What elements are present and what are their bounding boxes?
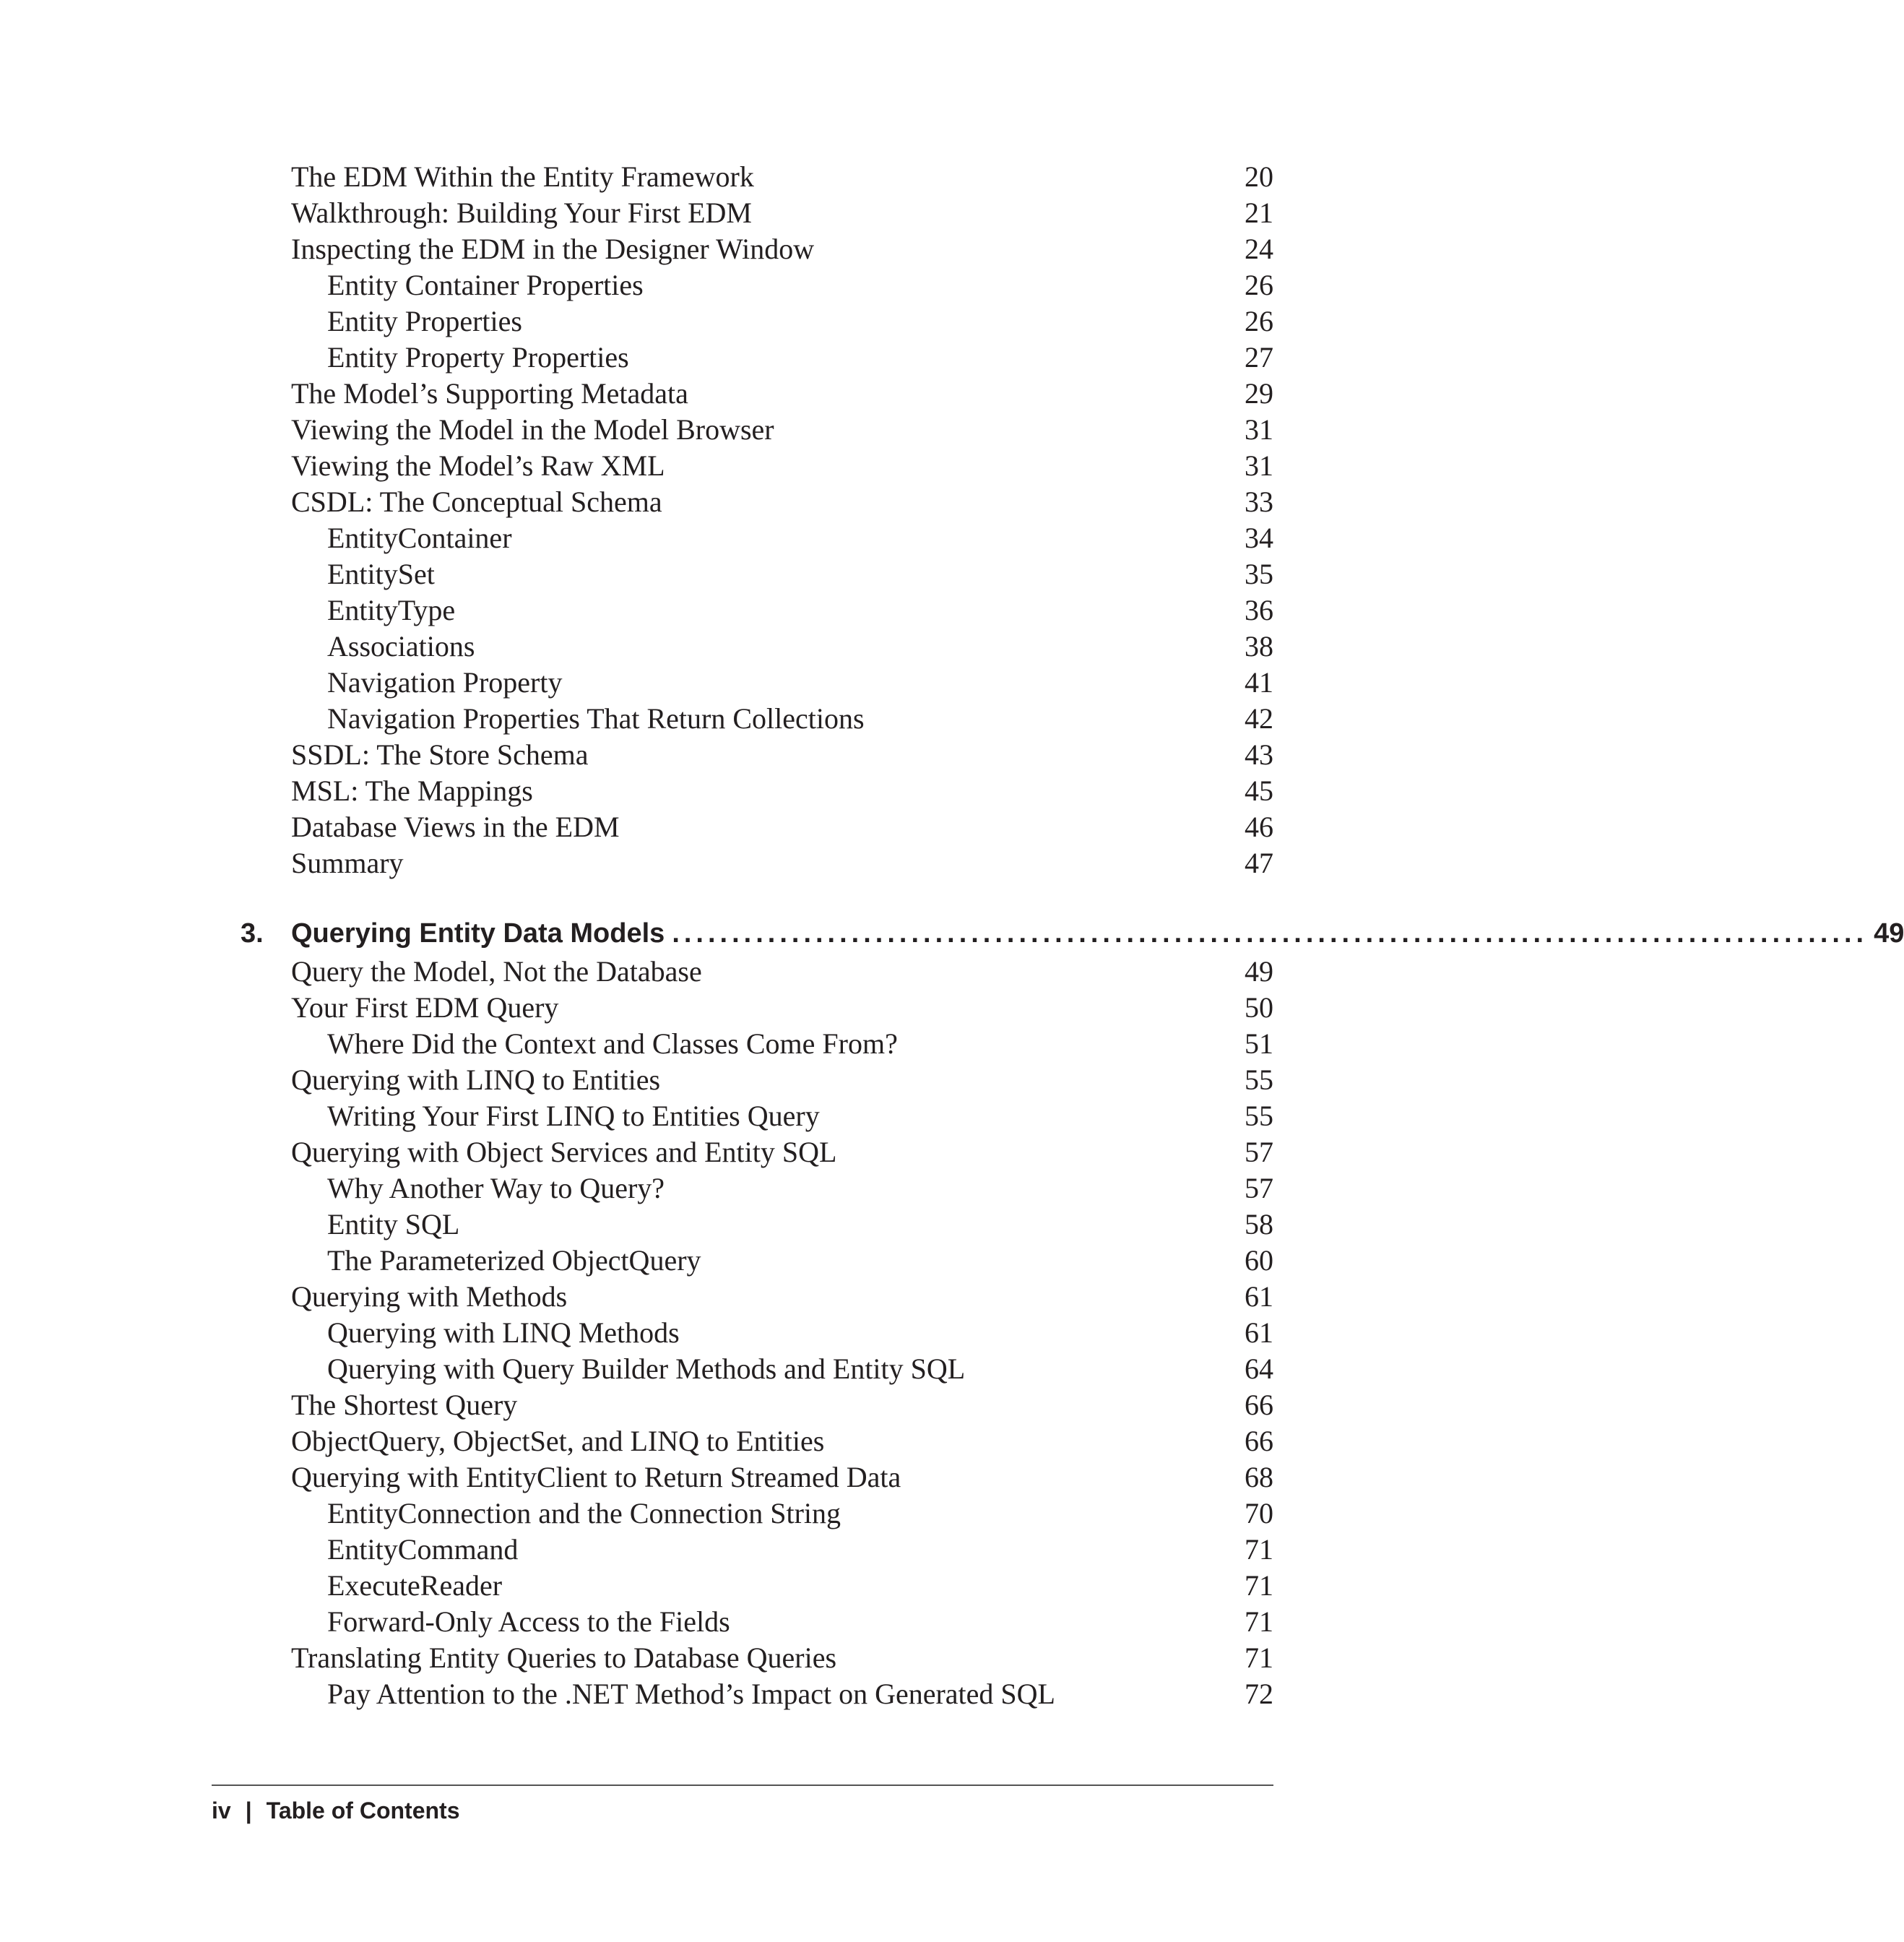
toc-entry[interactable]: [0, 809, 1479, 845]
toc-entry-title: ExecuteReader: [327, 1569, 503, 1602]
toc-entry-title: EntityCommand: [327, 1533, 519, 1566]
toc-entry-title: Why Another Way to Query?: [327, 1172, 665, 1204]
toc-entry-title: CSDL: The Conceptual Schema: [291, 486, 662, 518]
toc-entry-page: 31: [1245, 449, 1273, 482]
toc-entry-title: The EDM Within the Entity Framework: [291, 160, 754, 193]
toc-entry[interactable]: [0, 267, 1479, 303]
toc-entry-page: 50: [1245, 991, 1273, 1024]
chapter-heading[interactable]: [0, 913, 1904, 954]
toc-entry-title: Pay Attention to the .NET Method’s Impact on Generated SQL: [327, 1678, 1055, 1710]
toc-entry[interactable]: [0, 484, 1479, 520]
toc-entry[interactable]: [0, 1532, 1479, 1568]
toc-entry-page: 45: [1245, 774, 1273, 807]
toc-entry-page: 33: [1245, 486, 1273, 518]
toc-entry[interactable]: [0, 592, 1479, 629]
toc-entry[interactable]: [0, 665, 1479, 701]
footer-separator: |: [245, 1798, 252, 1824]
toc-entry-title: Walkthrough: Building Your First EDM: [291, 197, 752, 229]
toc-entry-page: 57: [1245, 1172, 1273, 1204]
toc-top-section: [0, 159, 1479, 881]
toc-entry[interactable]: [0, 1568, 1479, 1604]
toc-entry-title: Querying with Query Builder Methods and Entity SQL: [327, 1352, 966, 1385]
toc-entry[interactable]: [0, 737, 1479, 773]
toc-entry[interactable]: [0, 1496, 1479, 1532]
toc-entry-title: The Shortest Query: [291, 1389, 518, 1421]
toc-entry-page: 51: [1245, 1027, 1273, 1060]
toc-entry-page: 60: [1245, 1244, 1273, 1277]
toc-entry-title: EntityContainer: [327, 522, 512, 554]
toc-entry-page: 47: [1245, 847, 1273, 879]
toc-entry-title: Querying with LINQ to Entities: [291, 1063, 661, 1096]
toc-entry-page: 38: [1245, 630, 1273, 663]
toc-entry[interactable]: [0, 1062, 1479, 1098]
toc-entry-page: 64: [1245, 1352, 1273, 1385]
footer-section-title: Table of Contents: [266, 1798, 460, 1824]
toc-entry-title: SSDL: The Store Schema: [291, 738, 589, 771]
toc-entry[interactable]: [0, 773, 1479, 809]
toc-entry[interactable]: [0, 159, 1479, 195]
toc-entry-page: 42: [1245, 702, 1273, 735]
toc-entry-page: 34: [1245, 522, 1273, 554]
toc-entry-page: 21: [1245, 197, 1273, 229]
toc-entry-title: Navigation Property: [327, 666, 563, 699]
toc-entry[interactable]: [0, 1676, 1479, 1712]
toc-entry[interactable]: [0, 990, 1479, 1026]
page-footer: [212, 1795, 459, 1826]
toc-entry-page: 43: [1245, 738, 1273, 771]
toc-entry-page: 55: [1245, 1100, 1273, 1132]
toc-entry[interactable]: [0, 1098, 1479, 1134]
toc-entry-page: 26: [1245, 269, 1273, 301]
toc-entry-page: 71: [1245, 1569, 1273, 1602]
toc-entry-title: Entity Property Properties: [327, 341, 629, 374]
toc-entry[interactable]: [0, 1315, 1479, 1351]
toc-entry[interactable]: [0, 1026, 1479, 1062]
chapter-page-number: 49: [1868, 913, 1904, 954]
toc-entry-page: 35: [1245, 558, 1273, 590]
toc-entry-title: Your First EDM Query: [291, 991, 559, 1024]
toc-entry[interactable]: [0, 195, 1479, 231]
toc-entry-title: Where Did the Context and Classes Come From?: [327, 1027, 898, 1060]
toc-entry[interactable]: [0, 1134, 1479, 1170]
toc-entry-page: 24: [1245, 233, 1273, 265]
toc-entry-title: Writing Your First LINQ to Entities Query: [327, 1100, 820, 1132]
toc-entry[interactable]: [0, 701, 1479, 737]
toc-entry-title: EntitySet: [327, 558, 435, 590]
toc-entry[interactable]: [0, 629, 1479, 665]
toc-entry-title: Entity Properties: [327, 305, 522, 337]
toc-entry[interactable]: [0, 340, 1479, 376]
footer-divider: [212, 1785, 1273, 1786]
toc-entry-title: Entity SQL: [327, 1208, 460, 1240]
toc-entry-page: 70: [1245, 1497, 1273, 1529]
toc-entry[interactable]: [0, 1387, 1479, 1423]
toc-entry-page: 71: [1245, 1605, 1273, 1638]
toc-entry-page: 41: [1245, 666, 1273, 699]
toc-entry-title: Querying with Methods: [291, 1280, 568, 1313]
toc-entry-page: 66: [1245, 1425, 1273, 1457]
chapter-dot-leader: ....................................................................................................: [672, 918, 1869, 949]
toc-entry-title: Inspecting the EDM in the Designer Window: [291, 233, 815, 265]
toc-entry-page: 31: [1245, 413, 1273, 446]
toc-entry-title: Associations: [327, 630, 475, 663]
toc-entry-title: ObjectQuery, ObjectSet, and LINQ to Entities: [291, 1425, 825, 1457]
toc-entry-title: Entity Container Properties: [327, 269, 644, 301]
toc-entry-page: 27: [1245, 341, 1273, 374]
toc-entry-page: 66: [1245, 1389, 1273, 1421]
toc-entry[interactable]: [0, 1604, 1479, 1640]
toc-entry-page: 71: [1245, 1533, 1273, 1566]
toc-entry-title: Query the Model, Not the Database: [291, 955, 702, 988]
toc-entry-title: Database Views in the EDM: [291, 811, 620, 843]
toc-entry-title: Translating Entity Queries to Database Queries: [291, 1641, 837, 1674]
toc-entry-title: Navigation Properties That Return Collections: [327, 702, 865, 735]
chapter-number: 3.: [241, 918, 264, 949]
toc-entry[interactable]: [0, 1423, 1479, 1459]
toc-entry-page: 57: [1245, 1136, 1273, 1168]
toc-entry-page: 26: [1245, 305, 1273, 337]
toc-entry[interactable]: [0, 1640, 1479, 1676]
toc-entry[interactable]: [0, 1459, 1479, 1496]
toc-entry-page: 72: [1245, 1678, 1273, 1710]
toc-bottom-section: [0, 954, 1479, 1712]
toc-entry-title: The Parameterized ObjectQuery: [327, 1244, 701, 1277]
footer-page-number: iv: [212, 1798, 231, 1824]
toc-entry[interactable]: [0, 954, 1479, 990]
toc-entry[interactable]: [0, 1243, 1479, 1279]
toc-entry[interactable]: [0, 303, 1479, 340]
toc-entry-title: MSL: The Mappings: [291, 774, 533, 807]
toc-entry-title: Querying with EntityClient to Return Streamed Data: [291, 1461, 901, 1493]
toc-entry[interactable]: [0, 556, 1479, 592]
chapter-title: Querying Entity Data Models: [291, 913, 672, 954]
toc-entry-title: Querying with Object Services and Entity SQL: [291, 1136, 837, 1168]
toc-entry-page: 68: [1245, 1461, 1273, 1493]
toc-entry-title: Summary: [291, 847, 404, 879]
toc-entry-title: Viewing the Model’s Raw XML: [291, 449, 665, 482]
toc-entry-page: 49: [1245, 955, 1273, 988]
toc-entry[interactable]: [0, 448, 1479, 484]
toc-entry[interactable]: [0, 1207, 1479, 1243]
toc-entry-page: 29: [1245, 377, 1273, 410]
toc-entry-page: 61: [1245, 1316, 1273, 1349]
toc-entry-page: 58: [1245, 1208, 1273, 1240]
toc-entry-page: 71: [1245, 1641, 1273, 1674]
toc-entry-title: Forward-Only Access to the Fields: [327, 1605, 730, 1638]
chapter-title-line: [291, 913, 1904, 954]
toc-entry[interactable]: [0, 231, 1479, 267]
toc-entry-title: EntityConnection and the Connection String: [327, 1497, 841, 1529]
toc-entry-page: 36: [1245, 594, 1273, 626]
toc-entry-page: 20: [1245, 160, 1273, 193]
toc-entry-title: EntityType: [327, 594, 456, 626]
table-of-contents: [0, 159, 1904, 1712]
toc-entry[interactable]: [0, 1170, 1479, 1207]
toc-entry-page: 46: [1245, 811, 1273, 843]
toc-entry[interactable]: [0, 520, 1479, 556]
toc-entry-page: 55: [1245, 1063, 1273, 1096]
toc-entry-title: The Model’s Supporting Metadata: [291, 377, 688, 410]
toc-entry[interactable]: [0, 376, 1479, 412]
toc-entry-title: Querying with LINQ Methods: [327, 1316, 680, 1349]
toc-entry-page: 61: [1245, 1280, 1273, 1313]
toc-entry[interactable]: [0, 845, 1479, 881]
toc-entry[interactable]: [0, 1351, 1479, 1387]
toc-entry[interactable]: [0, 412, 1479, 448]
toc-entry[interactable]: [0, 1279, 1479, 1315]
toc-entry-title: Viewing the Model in the Model Browser: [291, 413, 774, 446]
